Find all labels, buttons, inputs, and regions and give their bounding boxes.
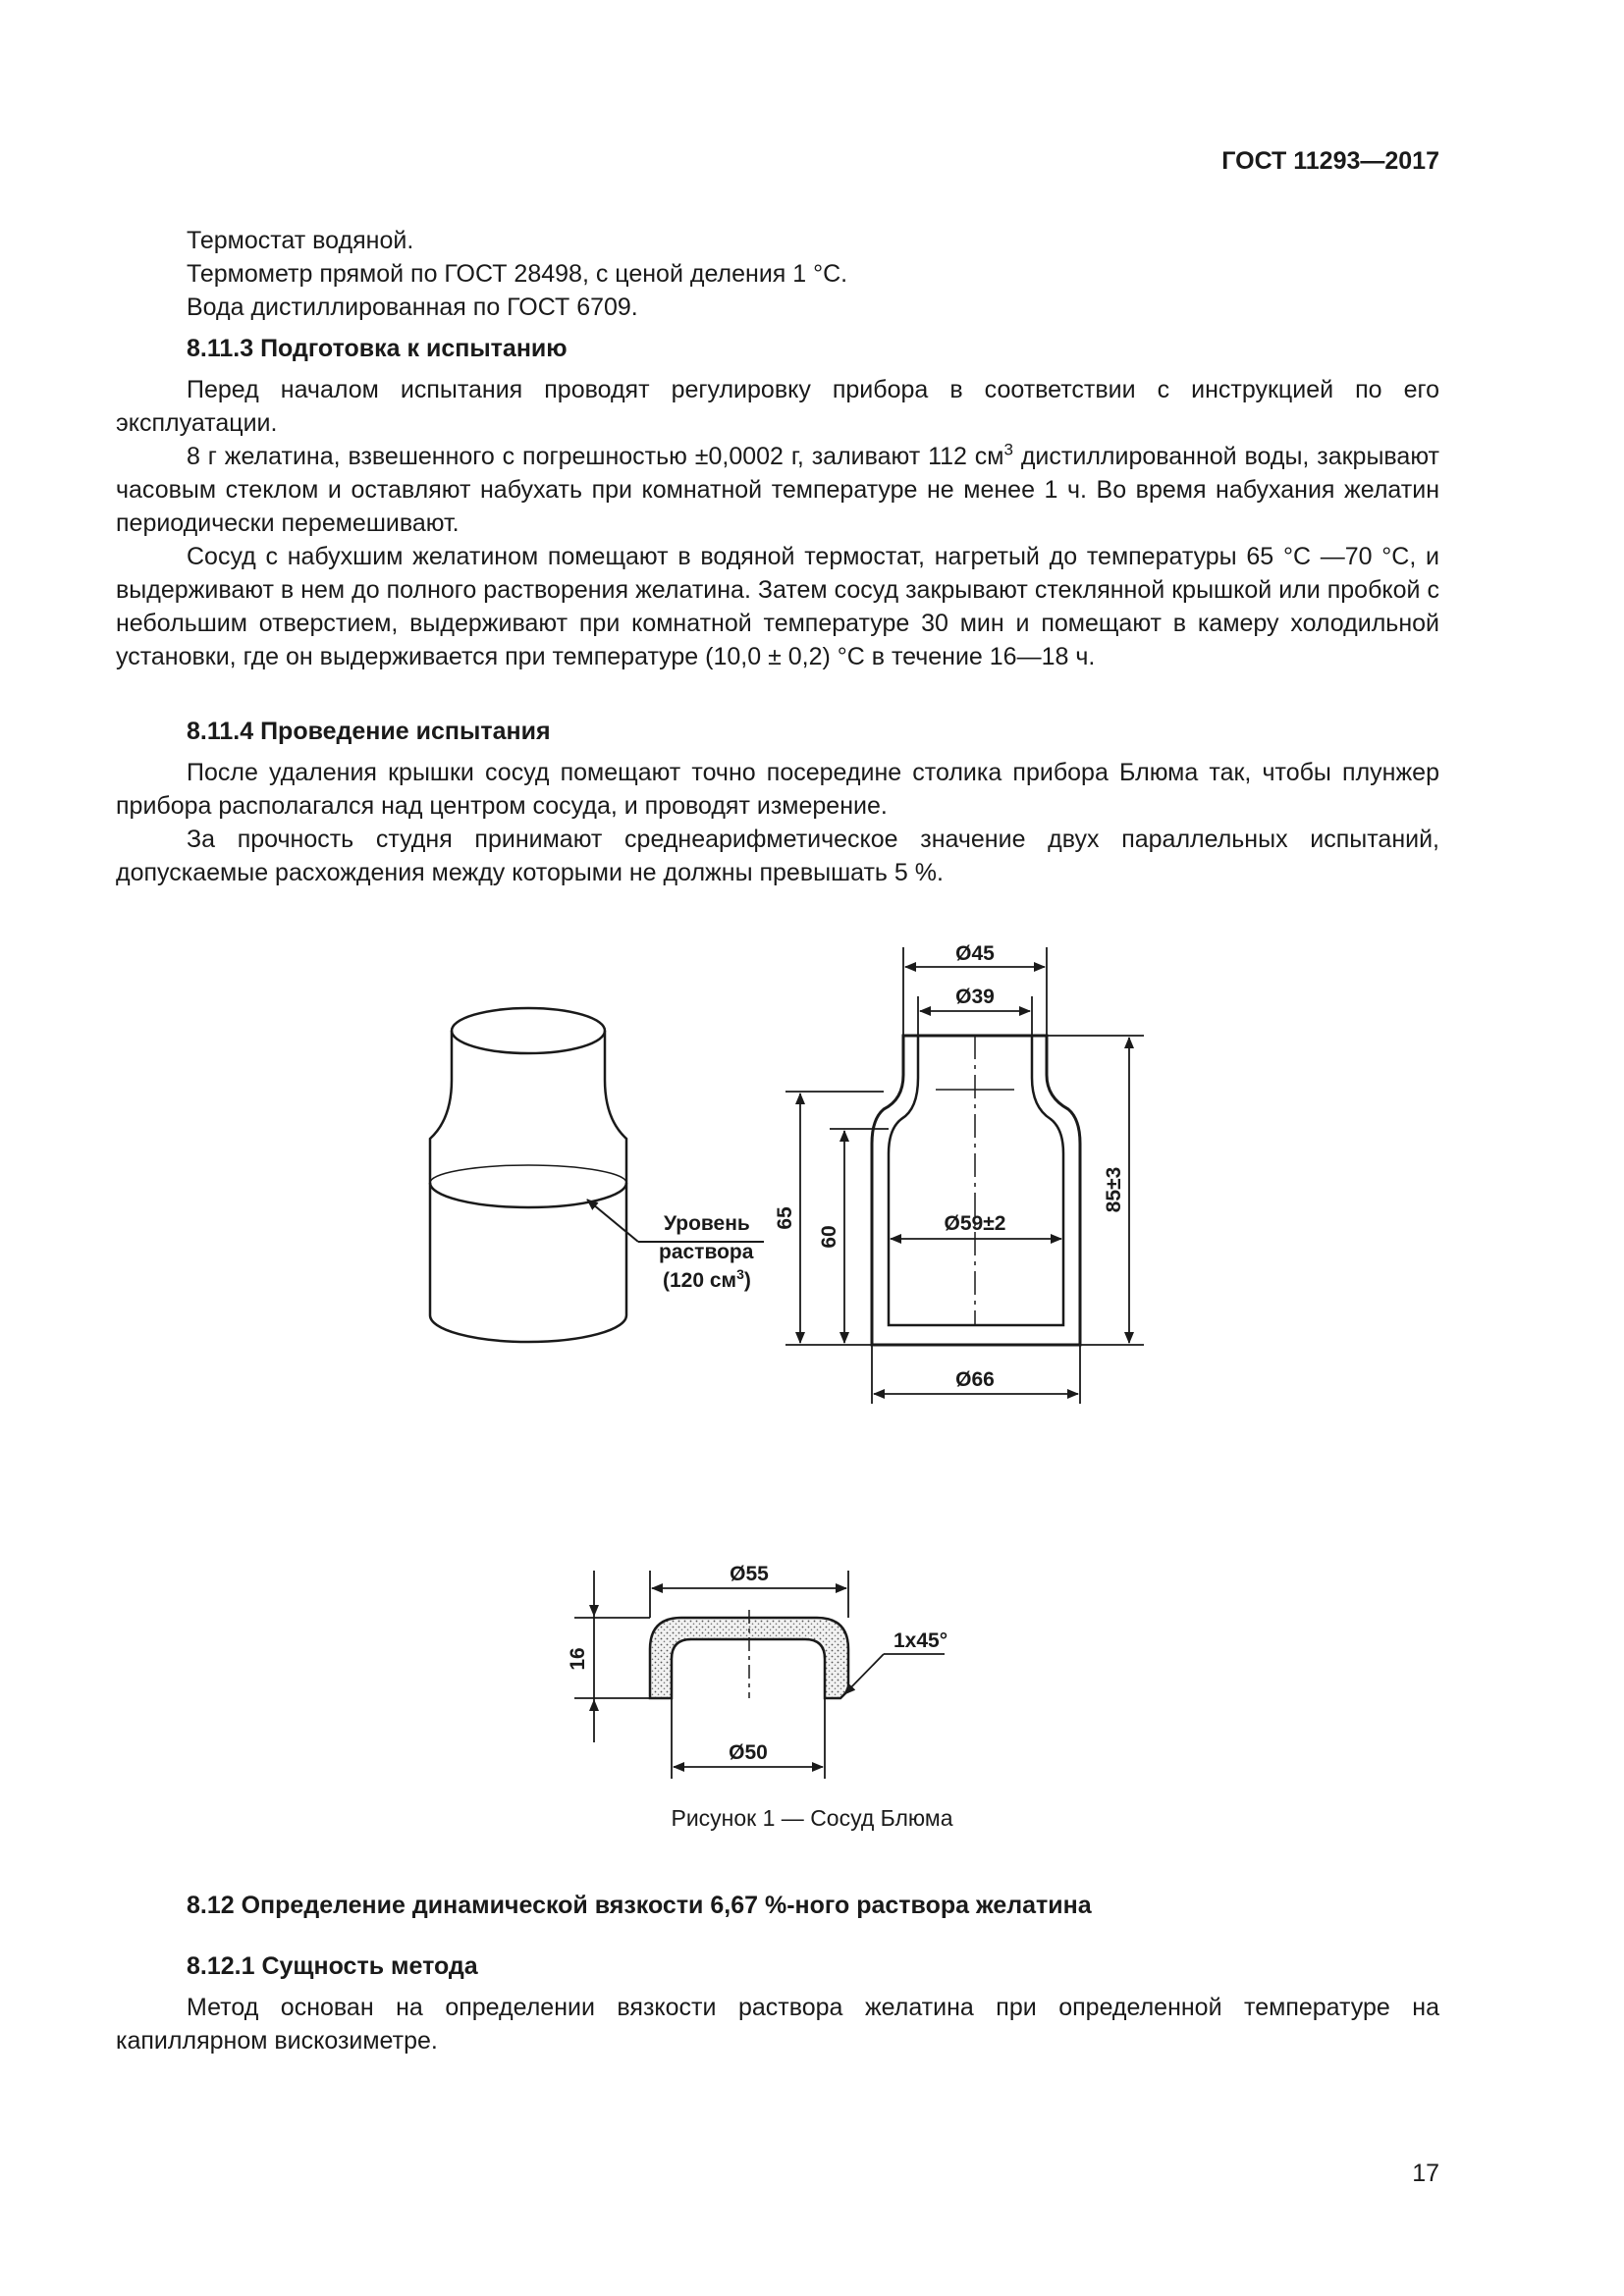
level-label-sup: 3 bbox=[736, 1266, 744, 1282]
level-label-volume: (120 см bbox=[663, 1269, 737, 1292]
dim-diameter-45: Ø45 bbox=[955, 942, 995, 965]
level-label-line2: раствора bbox=[659, 1241, 754, 1263]
vessel-inner-wall bbox=[889, 1036, 1063, 1325]
level-label-close: ) bbox=[743, 1269, 751, 1292]
vessel-liquid-level bbox=[430, 1183, 626, 1207]
vessel-top-ellipse bbox=[452, 1008, 605, 1053]
paragraph-method: Метод основан на определении вязкости раствора желатина при определенной температуре на капиллярном вискозиметре. bbox=[116, 1994, 1439, 2055]
dim-height-85: 85±3 bbox=[1103, 1166, 1125, 1213]
paragraph-thermostat-procedure: Сосуд с набухшим желатином помещают в водяной термостат, нагретый до температуры 65 °С —70 °С, и выдерживают в нем до полного растворения желатина. Затем сосуд закрывают стеклянной крышкой или пробкой с небольшим отверстием, выдерживают при комнатной температуре 30 мин и помещают в камеру холодильной установки, где он выдерживается при температуре (10,0 ± 0,2) °С в течение 16—18 ч. bbox=[116, 543, 1439, 670]
paragraph-gelatin-prep-b: дистиллированной воды, закрывают часовым стеклом и оставляют набухать при комнатной температуре не менее 1 ч. Во время набухания желатин периодически перемешивают. bbox=[116, 443, 1439, 537]
dim-diameter-50: Ø50 bbox=[729, 1741, 768, 1764]
vessel-section bbox=[872, 1036, 1080, 1345]
vessel-sketch bbox=[430, 1008, 626, 1342]
paragraph-strength: За прочность студня принимают среднеарифметическое значение двух параллельных испытаний, допускаемые расхождения между которыми не должны превышать 5 %. bbox=[116, 826, 1439, 886]
standard-header: ГОСТ 11293—2017 bbox=[1221, 147, 1439, 175]
section-heading-8-12-1: 8.12.1 Сущность метода bbox=[187, 1952, 478, 1980]
level-label-line1: Уровень bbox=[664, 1212, 750, 1235]
vessel-liquid-level-back bbox=[430, 1165, 626, 1183]
paragraph-measurement: После удаления крышки сосуд помещают точно посередине столика прибора Блюма так, чтобы плунжер прибора располагался над центром сосуда, и проводят измерение. bbox=[116, 759, 1439, 820]
page-number: 17 bbox=[1412, 2160, 1439, 2187]
dim-height-65: 65 bbox=[774, 1206, 796, 1230]
paragraph-calibration: Перед началом испытания проводят регулировку прибора в соответствии с инструкцией по его эксплуатации. bbox=[116, 376, 1439, 437]
dim-diameter-39: Ø39 bbox=[955, 986, 995, 1008]
figure-caption: Рисунок 1 — Сосуд Блюма bbox=[671, 1805, 953, 1831]
dim-diameter-55: Ø55 bbox=[730, 1563, 769, 1585]
dim-diameter-59: Ø59±2 bbox=[944, 1212, 1006, 1235]
section-heading-8-11-4: 8.11.4 Проведение испытания bbox=[187, 718, 551, 745]
section-heading-8-12: 8.12 Определение динамической вязкости 6,67 %-ного раствора желатина bbox=[187, 1892, 1092, 1919]
vessel-outer-wall bbox=[872, 1036, 1080, 1345]
dim-height-60: 60 bbox=[818, 1225, 840, 1249]
vessel-dimensions bbox=[785, 947, 1144, 1404]
paragraph-water: Вода дистиллированная по ГОСТ 6709. bbox=[187, 294, 638, 321]
level-label-line3 bbox=[663, 1266, 751, 1292]
lid-section bbox=[650, 1610, 848, 1698]
vessel-bottom-arc bbox=[430, 1315, 626, 1342]
dim-diameter-66: Ø66 bbox=[955, 1368, 995, 1391]
dim-chamfer: 1x45° bbox=[893, 1629, 948, 1652]
dim-lid-height-16: 16 bbox=[567, 1647, 589, 1671]
superscript-cube: 3 bbox=[1003, 440, 1013, 459]
paragraph-thermostat: Термостат водяной. bbox=[187, 227, 414, 254]
paragraph-thermometer: Термометр прямой по ГОСТ 28498, с ценой деления 1 °С. bbox=[187, 260, 848, 288]
paragraph-gelatin-prep-a: 8 г желатина, взвешенного с погрешностью ±0,0002 г, заливают 112 см bbox=[187, 443, 1004, 470]
section-heading-8-11-3: 8.11.3 Подготовка к испытанию bbox=[187, 335, 568, 362]
